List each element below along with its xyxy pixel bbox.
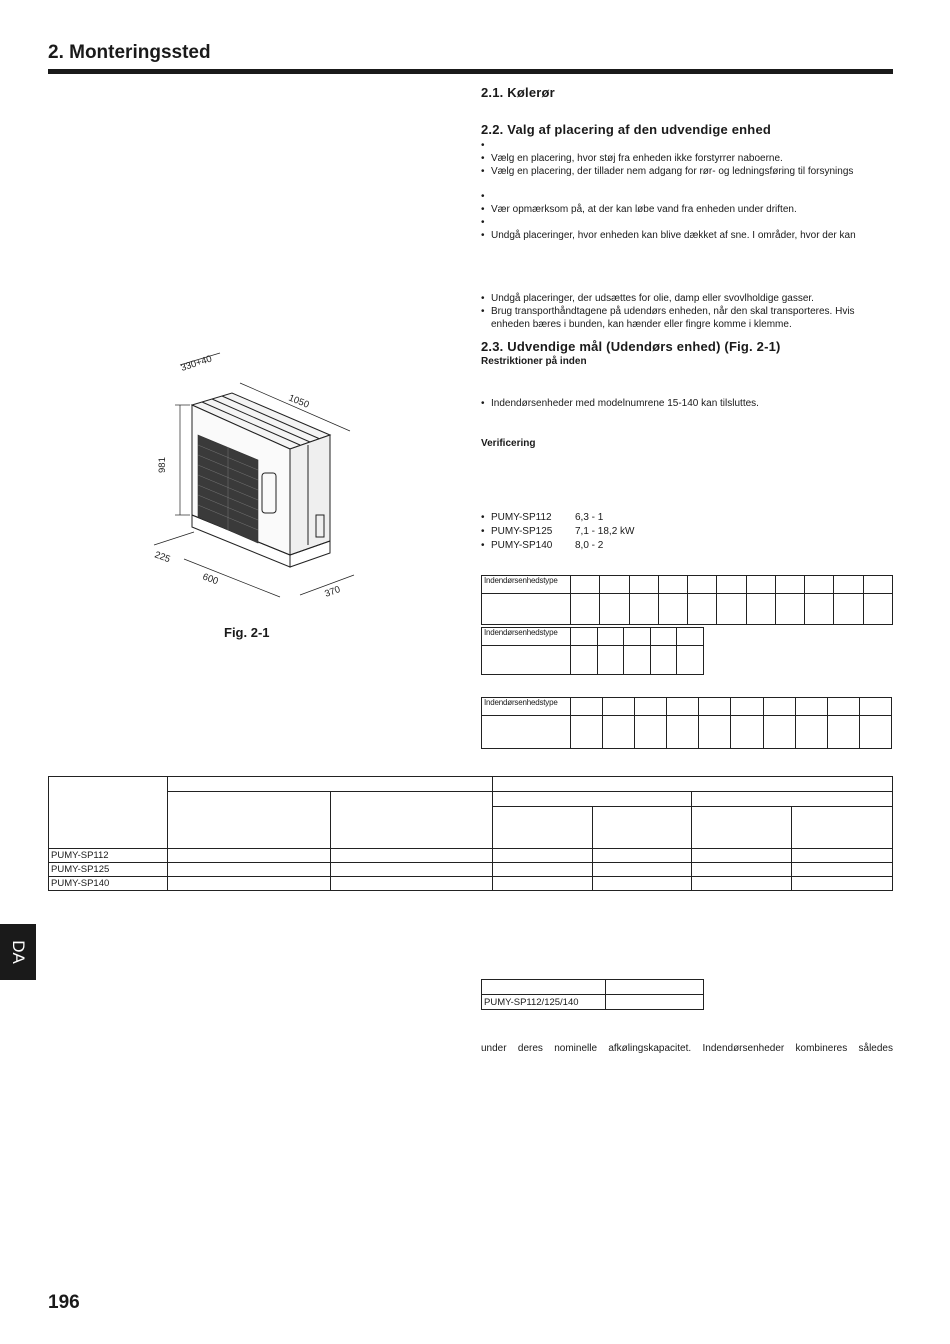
dim-370-label: 370 (323, 584, 342, 600)
bullet-list-2-2a (481, 139, 853, 178)
list-item: • (481, 217, 485, 228)
language-side-tab: DA (0, 924, 36, 980)
dim-600-label: 600 (200, 571, 220, 588)
restrictions-subheading: Restriktioner på inden (481, 356, 587, 367)
section-2-2-heading: 2.2. Valg af placering af den udvendige enhed (481, 122, 772, 137)
model-cell: PUMY-SP112/125/140 (482, 995, 606, 1010)
dim-1050-label: 1050 (286, 392, 311, 411)
list-item: • (481, 140, 485, 151)
outdoor-unit-figure (140, 345, 370, 605)
list-item: • Undgå placeringer, hvor enheden kan blive dækket af sne. I områder, hvor der kan (481, 230, 856, 241)
list-item: • Vælg en placering, hvor støj fra enheden ikke forstyrrer naboerne. (481, 153, 783, 164)
verification-subheading: Verificering (481, 438, 536, 449)
bullet-list-2-2b (481, 190, 856, 242)
section-2-3-heading: 2.3. Udvendige mål (Udendørs enhed) (Fig. 2-1) (481, 339, 781, 354)
list-item: • PUMY-SP140 8,0 - 2 (481, 540, 604, 551)
list-item: • PUMY-SP125 7,1 - 18,2 kW (481, 526, 635, 537)
title-rule (48, 69, 893, 74)
combined-model-table (481, 979, 704, 1010)
list-item: • Brug transporthåndtagene på udendørs enheden, når den skal transporteres. Hvis (481, 306, 855, 317)
table-row (49, 849, 893, 863)
page-title: 2. Monteringssted (48, 42, 211, 63)
list-item: • PUMY-SP112 6,3 - 1 (481, 512, 604, 523)
list-item: • Vær opmærksom på, at der kan løbe vand fra enheden under driften. (481, 204, 797, 215)
section-2-1-heading: 2.1. Kølerør (481, 85, 555, 100)
table-header-cell: Indendørsenhedstype (482, 628, 571, 646)
table-row (49, 863, 893, 877)
table-header-cell: Indendørsenhedstype (482, 698, 571, 716)
list-item-continuation: enheden bæres i bunden, kan hænder eller fingre komme i klemme. (491, 319, 792, 330)
dim-981-label: 981 (157, 457, 168, 473)
dim-330-label: 330+40 (179, 353, 214, 374)
bottom-paragraph: under deres nominelle afkølingskapacitet. Indendørsenheder kombineres således (481, 1043, 893, 1054)
model-cell: PUMY-SP125 (49, 863, 168, 877)
page-number: 196 (48, 1292, 80, 1313)
figure-caption: Fig. 2-1 (224, 625, 270, 640)
table-row (482, 995, 704, 1010)
table-header-cell: Indendørsenhedstype (482, 576, 571, 594)
list-item: • Undgå placeringer, der udsættes for olie, damp eller svovlholdige gasser. (481, 293, 814, 304)
indoor-units-bullet: • Indendørsenheder med modelnumrene 15-140 kan tilsluttes. (481, 398, 759, 409)
model-cell: PUMY-SP112 (49, 849, 168, 863)
model-cell: PUMY-SP140 (49, 877, 168, 891)
main-model-table (48, 776, 893, 891)
capacity-spec-list (481, 511, 634, 553)
indoor-type-table-3 (481, 697, 892, 749)
list-item: • Vælg en placering, der tillader nem adgang for rør- og ledningsføring til forsynings (481, 166, 854, 177)
indoor-type-table-1 (481, 575, 893, 625)
dim-225-label: 225 (152, 549, 172, 566)
indoor-type-table-2 (481, 627, 704, 675)
bullet-list-2-2c (481, 292, 855, 331)
table-row (49, 877, 893, 891)
list-item: • (481, 191, 485, 202)
